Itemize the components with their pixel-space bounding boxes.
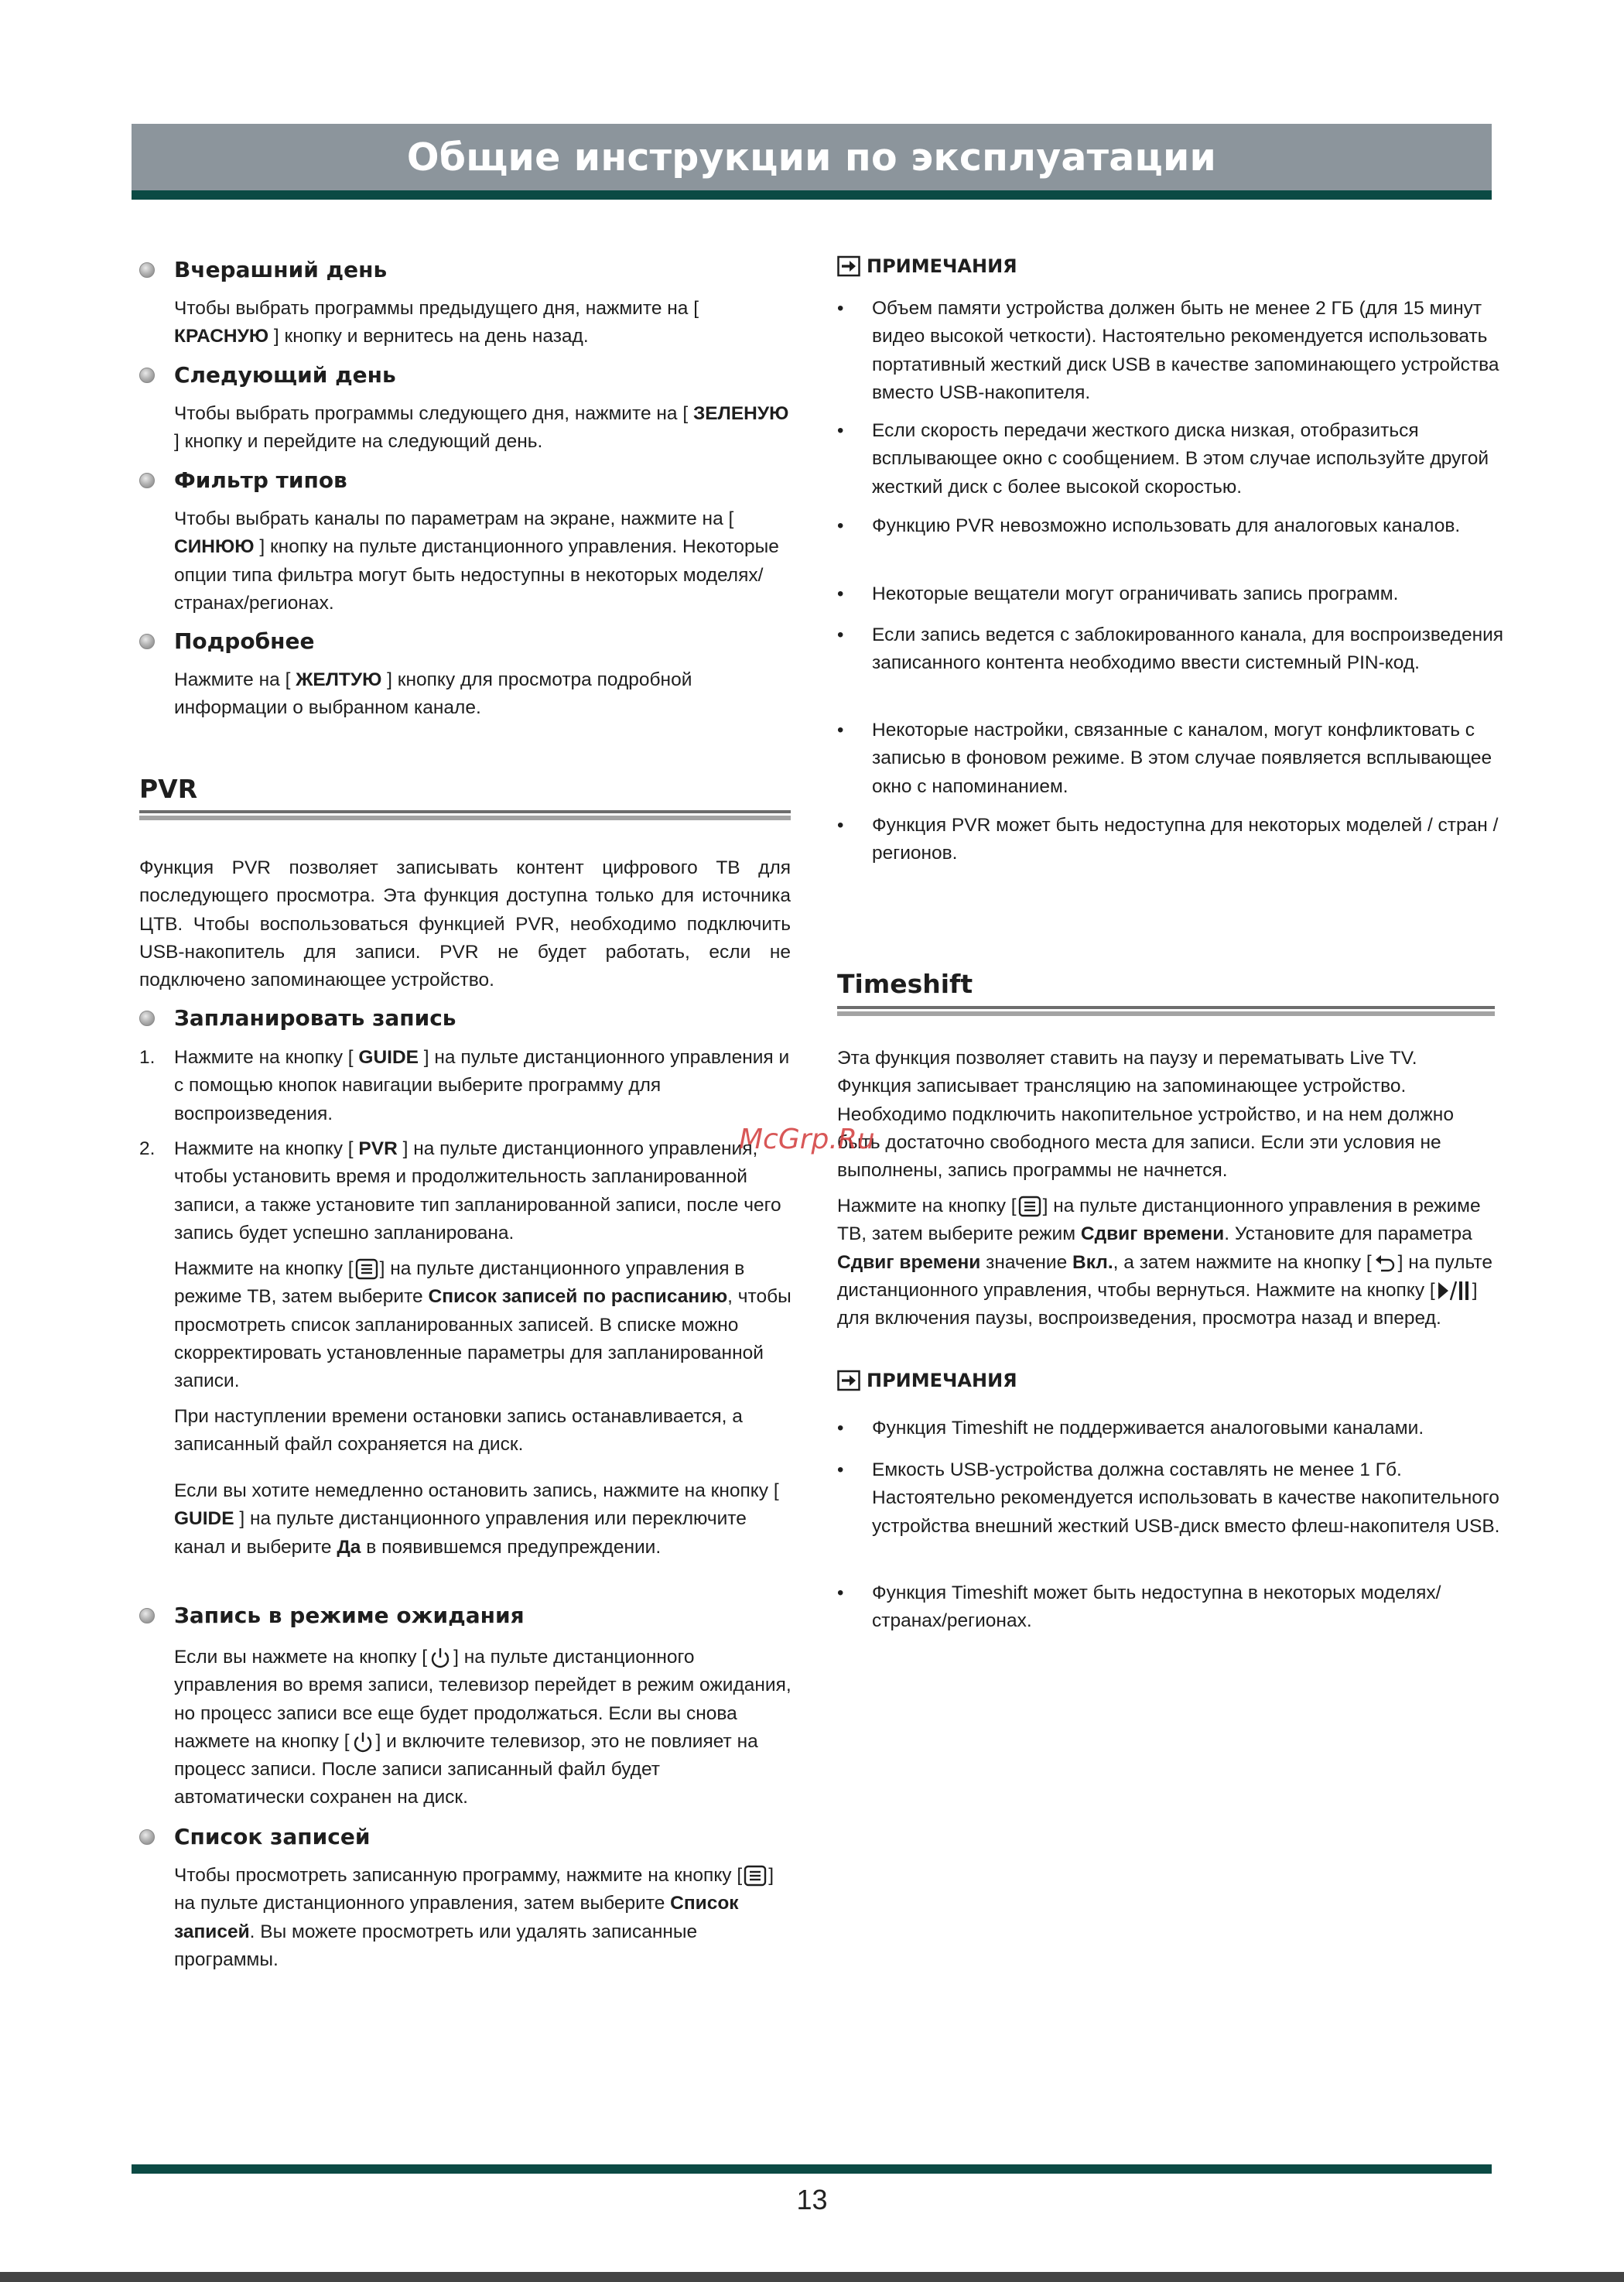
notes-arrow-icon bbox=[837, 255, 860, 277]
page-title: Общие инструкции по эксплуатации bbox=[406, 135, 1217, 180]
menu-icon bbox=[1018, 1196, 1041, 1216]
timeshift-intro: Эта функция позволяет ставить на паузу и перематывать Live TV. Функция записывает трансляцию на запоминающее устройство. Необходимо подключить накопительное устройство, и на нем должно быть достаточно свободного места для записи. Если эти условия не выполнены, запись программы не начнется. bbox=[837, 1048, 1454, 1182]
pvr-note-text: Некоторые настройки, связанные с каналом, могут конфликтовать с записью в фоновом режиме. В этом случае появляется всплывающее окно с напоминанием. bbox=[872, 720, 1492, 797]
guide-item-yesterday bbox=[139, 257, 387, 282]
bullet-circle-icon bbox=[139, 1829, 155, 1845]
pvr-intro: Функция PVR позволяет записывать контент цифрового ТВ для последующего просмотра. Эта функция доступна только для источника ЦТВ. Чтобы воспользоваться функцией PVR, необходимо подключить USB-накопитель для записи. PVR не будет работать, если не подключено запоминающее устройство. bbox=[139, 857, 791, 991]
pvr-note-text: Объем памяти устройства должен быть не менее 2 ГБ (для 15 минут видео высокой четкости). Настоятельно рекомендуется использовать портативный жесткий диск USB в качестве запоминающего устройства вместо USB-накопителя. bbox=[872, 298, 1499, 403]
footer-divider bbox=[132, 2164, 1492, 2174]
menu-icon bbox=[744, 1865, 767, 1885]
pvr-section-title: PVR bbox=[139, 774, 198, 804]
schedule-step-2: Нажмите на кнопку [ PVR ] на пульте дистанционного управления, чтобы установить время и продолжительность запланированной записи, а также установите тип запланированной записи, после чего запись будет успешно запланирована. bbox=[174, 1138, 781, 1244]
standby-text: Если вы нажмете на кнопку [ ] на пульте дистанционного управления во время записи, телевизор перейдет в режим ожидания, но процесс записи все еще будет продолжаться. Если вы снова нажмете на кнопку [ ] и включите телевизор, это не повлияет на процесс записи. После записи записанный файл будет автоматически сохранен на диск. bbox=[174, 1647, 791, 1808]
watermark: McGrp.Ru bbox=[739, 1124, 875, 1155]
guide-item-title: Подробнее bbox=[174, 628, 315, 654]
guide-item-title: Следующий день bbox=[174, 362, 396, 388]
step-number: 2. bbox=[139, 1138, 156, 1159]
pvr-records-title: Список записей bbox=[174, 1824, 371, 1849]
pvr-schedule-heading bbox=[139, 1005, 456, 1031]
pvr-note-text: Если запись ведется с заблокированного канала, для воспроизведения записанного контента необходимо ввести системный PIN-код. bbox=[872, 624, 1504, 674]
timeshift-note-text: Функция Timeshift может быть недоступна в некоторых моделях/ странах/регионах. bbox=[872, 1582, 1441, 1632]
pvr-note-text: Функцию PVR невозможно использовать для аналоговых каналов. bbox=[872, 515, 1461, 536]
guide-item-title: Фильтр типов bbox=[174, 467, 347, 493]
section-divider bbox=[837, 1006, 1495, 1016]
pvr-standby-title: Запись в режиме ожидания bbox=[174, 1603, 525, 1628]
pvr-note-text: Функция PVR может быть недоступна для некоторых моделей / стран / регионов. bbox=[872, 815, 1499, 864]
page-header-banner bbox=[132, 124, 1492, 200]
guide-item-details bbox=[139, 628, 314, 654]
timeshift-section-title: Timeshift bbox=[837, 969, 973, 999]
notes-label: ПРИМЕЧАНИЯ bbox=[867, 255, 1017, 277]
schedule-stop-text: При наступлении времени остановки запись останавливается, а записанный файл сохраняется на диск. bbox=[174, 1406, 743, 1456]
pvr-note-text: Если скорость передачи жесткого диска низкая, отобразиться всплывающее окно с сообщением. В этом случае используйте другой жесткий диск с более высокой скоростью. bbox=[872, 420, 1489, 498]
power-icon bbox=[429, 1647, 452, 1667]
guide-item-title: Вчерашний день bbox=[174, 257, 388, 282]
notes-label: ПРИМЕЧАНИЯ bbox=[867, 1370, 1017, 1391]
guide-item-type-filter bbox=[139, 467, 347, 493]
step-number: 1. bbox=[139, 1047, 156, 1068]
pvr-notes-heading bbox=[837, 255, 1017, 277]
bullet-circle-icon bbox=[139, 473, 155, 488]
pvr-standby-heading bbox=[139, 1603, 525, 1628]
bottom-edge-bar bbox=[0, 2272, 1624, 2282]
menu-icon bbox=[355, 1258, 378, 1278]
return-icon bbox=[1373, 1252, 1397, 1272]
play-pause-icon bbox=[1437, 1280, 1471, 1300]
timeshift-note-text: Емкость USB-устройства должна составлять не менее 1 Гб. Настоятельно рекомендуется использовать в качестве накопительного устройства внешний жесткий USB-диск вместо флеш-накопителя USB. bbox=[872, 1459, 1500, 1537]
bullet-circle-icon bbox=[139, 1608, 155, 1623]
pvr-schedule-title: Запланировать запись bbox=[174, 1005, 456, 1031]
notes-arrow-icon bbox=[837, 1370, 860, 1391]
power-icon bbox=[351, 1731, 374, 1751]
pvr-records-heading bbox=[139, 1824, 370, 1849]
section-divider bbox=[139, 810, 791, 820]
bullet-circle-icon bbox=[139, 368, 155, 383]
pvr-note-text: Некоторые вещатели могут ограничивать запись программ. bbox=[872, 583, 1399, 604]
timeshift-note-text: Функция Timeshift не поддерживается аналоговыми каналами. bbox=[872, 1418, 1424, 1439]
timeshift-notes-heading bbox=[837, 1370, 1017, 1391]
timeshift-usage: Нажмите на кнопку [ ] на пульте дистанционного управления в режиме ТВ, затем выберите режим Сдвиг времени. Установите для параметра Сдвиг времени значение Вкл., а затем нажмите на кнопку [ ] на пульте дистанционного управления, чтобы вернуться. Нажмите на кнопку [ ] для включения паузы, воспроизведения, просмотра назад и вперед. bbox=[837, 1196, 1492, 1329]
bullet-circle-icon bbox=[139, 634, 155, 649]
schedule-step-1: Нажмите на кнопку [ GUIDE ] на пульте дистанционного управления и с помощью кнопок навигации выберите программу для воспроизведения. bbox=[174, 1047, 790, 1124]
guide-item-text: Чтобы выбрать программы предыдущего дня, нажмите на [ КРАСНУЮ ] кнопку и вернитесь на день назад. bbox=[174, 298, 699, 347]
schedule-list-text: Нажмите на кнопку [ ] на пульте дистанционного управления в режиме ТВ, затем выберите Список записей по расписанию, чтобы просмотреть список запланированных записей. В списке можно скорректировать установленные параметры для запланированной записи. bbox=[174, 1258, 791, 1392]
guide-item-text: Нажмите на [ ЖЕЛТУЮ ] кнопку для просмотра подробной информации о выбранном канале. bbox=[174, 669, 692, 719]
records-text: Чтобы просмотреть записанную программу, нажмите на кнопку [ ] на пульте дистанционного управления, затем выберите Список записей. Вы можете просмотреть или удалять записанные программы. bbox=[174, 1865, 774, 1970]
schedule-stop-now-text: Если вы хотите немедленно остановить запись, нажмите на кнопку [ GUIDE ] на пульте дистанционного управления или переключите канал и выберите Да в появившемся предупреждении. bbox=[174, 1480, 779, 1558]
page-number: 13 bbox=[796, 2184, 828, 2215]
guide-item-text: Чтобы выбрать программы следующего дня, нажмите на [ ЗЕЛЕНУЮ ] кнопку и перейдите на следующий день. bbox=[174, 403, 789, 453]
guide-item-next-day bbox=[139, 362, 396, 388]
guide-item-text: Чтобы выбрать каналы по параметрам на экране, нажмите на [ СИНЮЮ ] кнопку на пульте дистанционного управления. Некоторые опции типа фильтра могут быть недоступны в некоторых моделях/странах/регионах. bbox=[174, 508, 779, 614]
bullet-circle-icon bbox=[139, 262, 155, 278]
bullet-circle-icon bbox=[139, 1011, 155, 1026]
